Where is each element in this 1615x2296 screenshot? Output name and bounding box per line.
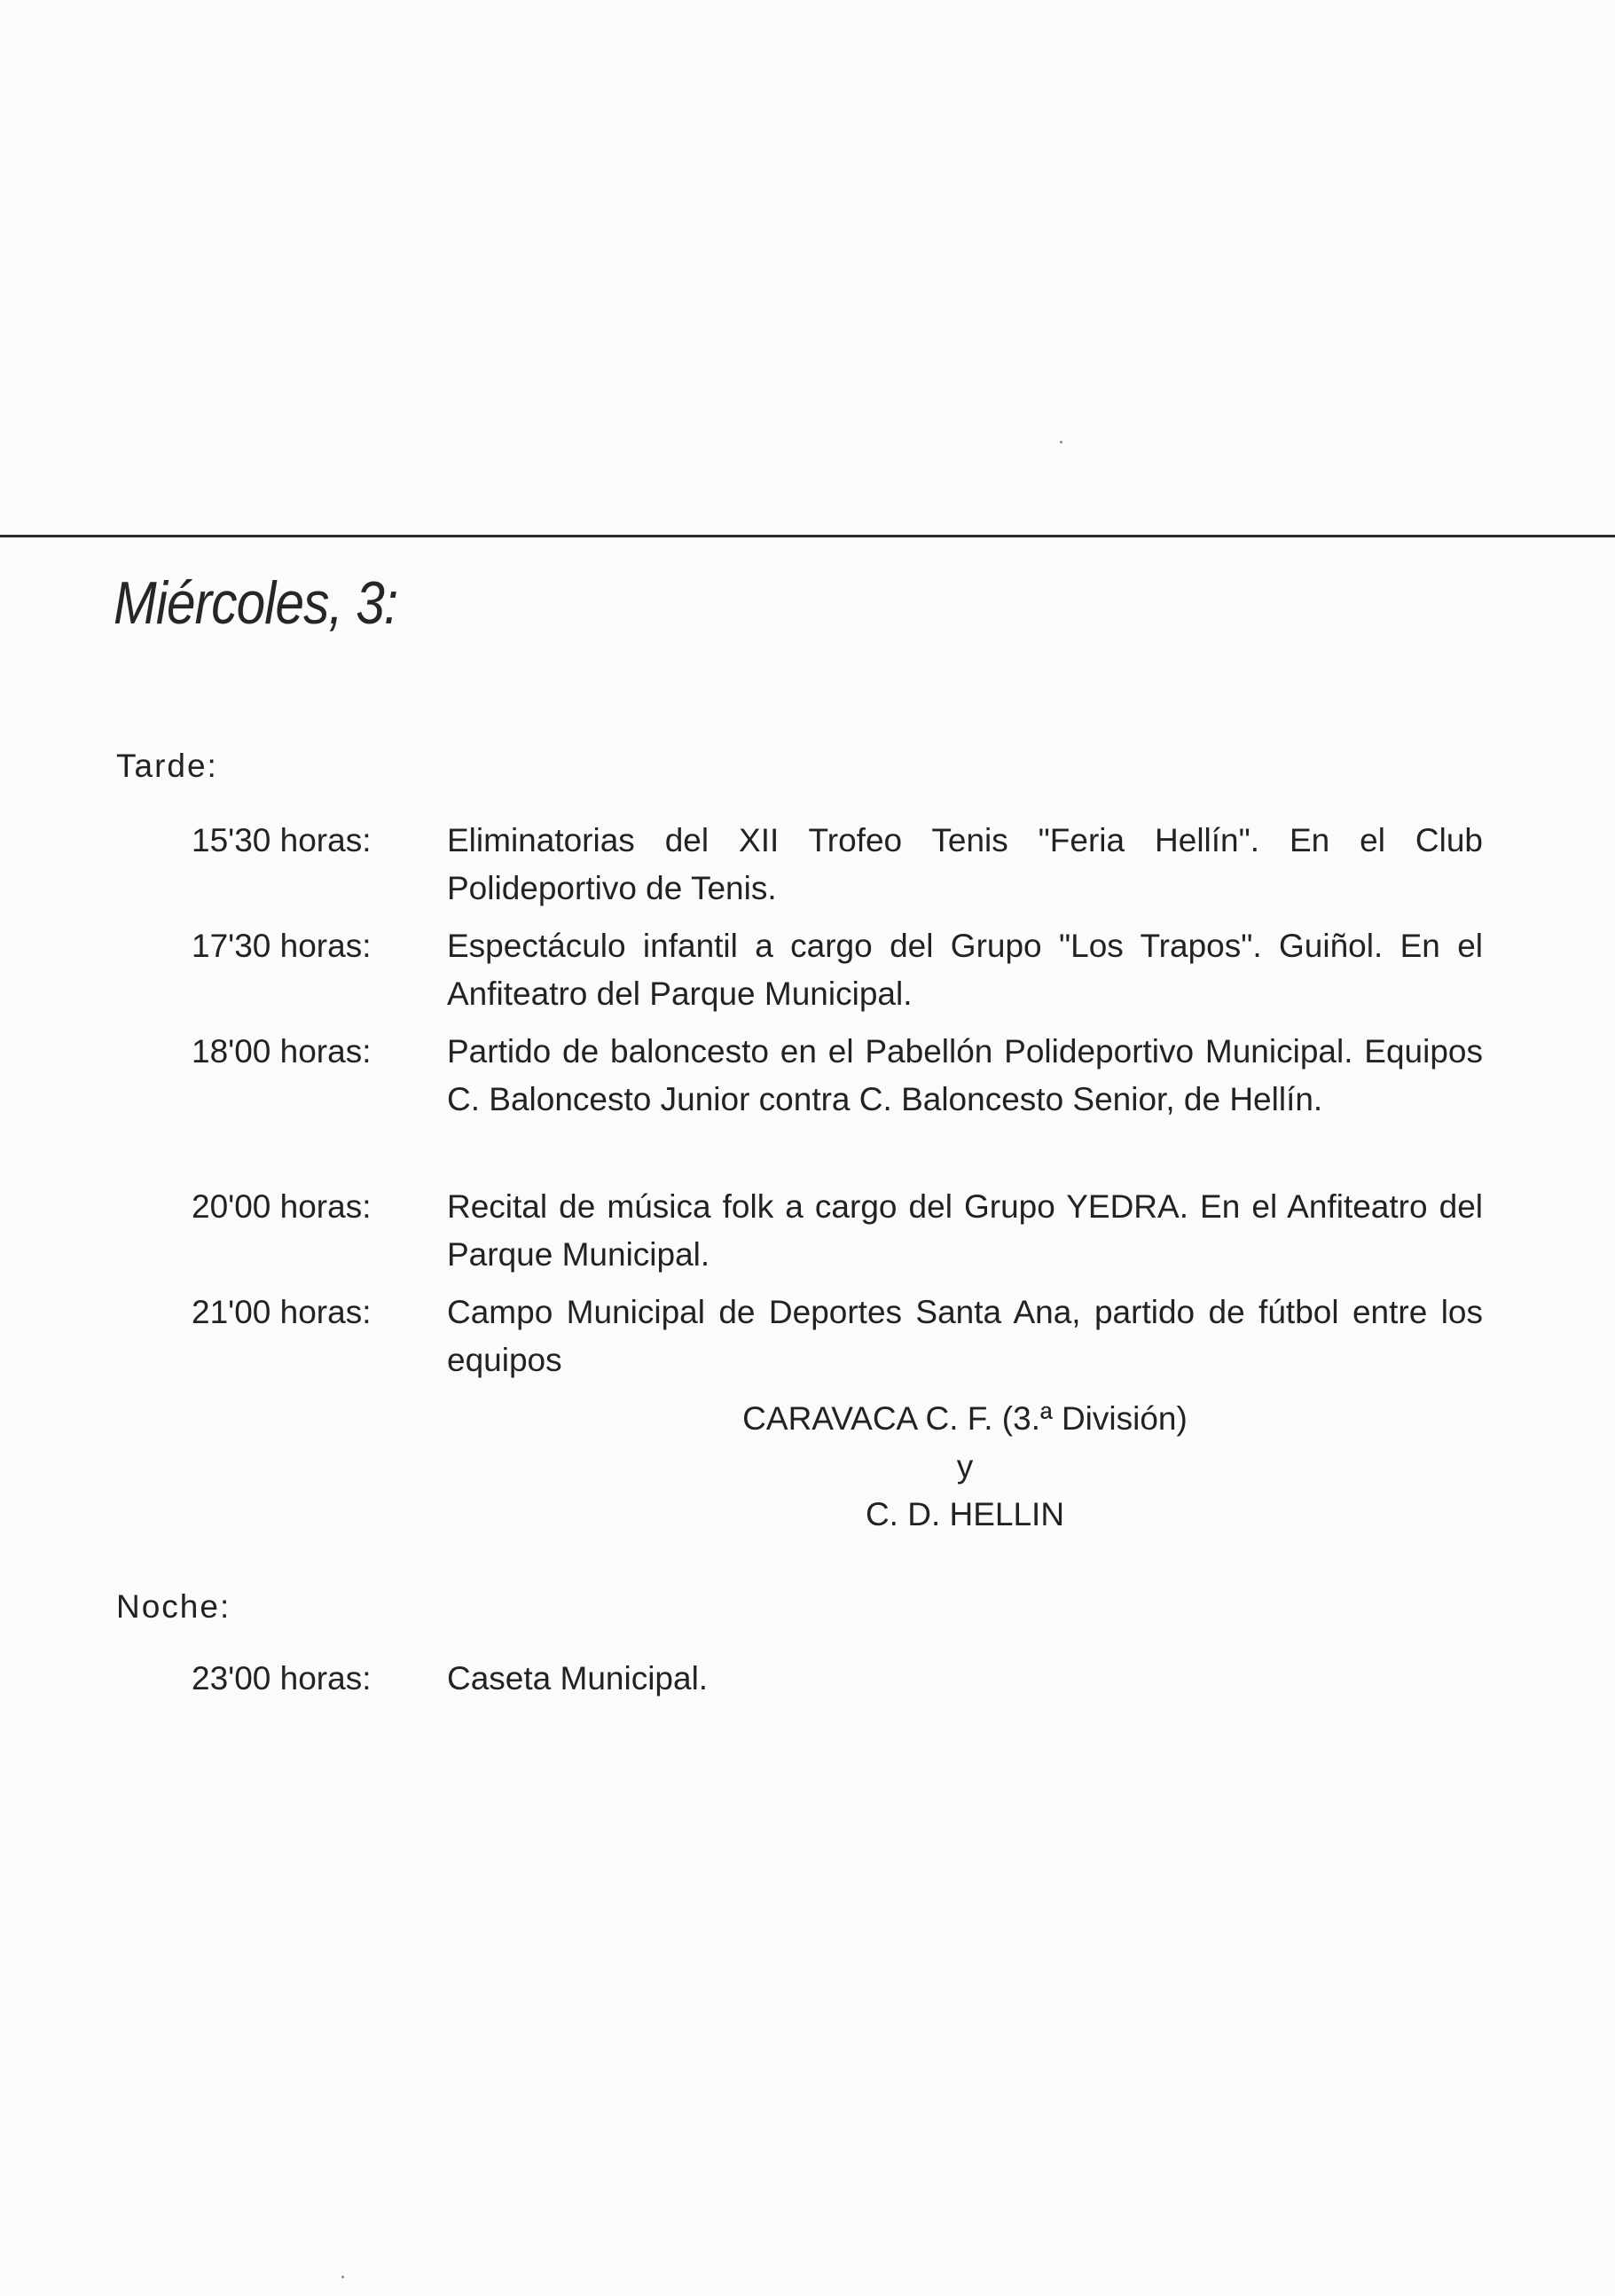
event-time: 21'00 horas: [192, 1294, 372, 1330]
event-time: 20'00 horas: [192, 1188, 372, 1225]
paper-speck [1060, 441, 1062, 443]
event-time: 23'00 horas: [192, 1660, 372, 1697]
event-time: 15'30 horas: [192, 822, 372, 858]
event-description: Partido de baloncesto en el Pabellón Polideportivo Municipal. Equipos C. Baloncesto Junior contra C. Baloncesto Senior, de Hellín. [447, 1033, 1483, 1117]
match-connector: y [956, 1448, 974, 1485]
match-teams [447, 1395, 1483, 1539]
section-title-tarde: Tarde: [116, 748, 218, 784]
event-description: Espectáculo infantil a cargo del Grupo "Los Trapos". Guiñol. En el Anfiteatro del Parque Municipal. [447, 928, 1483, 1012]
event-time: 17'30 horas: [192, 928, 372, 964]
section-title-noche: Noche: [116, 1588, 231, 1625]
event-description: Campo Municipal de Deportes Santa Ana, partido de fútbol entre los equipos [447, 1294, 1483, 1378]
top-divider [0, 535, 1615, 537]
event-description: Eliminatorias del XII Trofeo Tenis "Feria Hellín". En el Club Polideportivo de Tenis. [447, 822, 1483, 906]
event-description: Caseta Municipal. [447, 1660, 709, 1697]
team-away: C. D. HELLIN [865, 1496, 1065, 1532]
paper-speck [341, 2276, 344, 2278]
day-title: Miércoles, 3: [114, 569, 398, 637]
event-description: Recital de música folk a cargo del Grupo YEDRA. En el Anfiteatro del Parque Municipal. [447, 1188, 1483, 1273]
team-home: CARAVACA C. F. (3.ª División) [742, 1400, 1188, 1437]
event-time: 18'00 horas: [192, 1033, 372, 1070]
